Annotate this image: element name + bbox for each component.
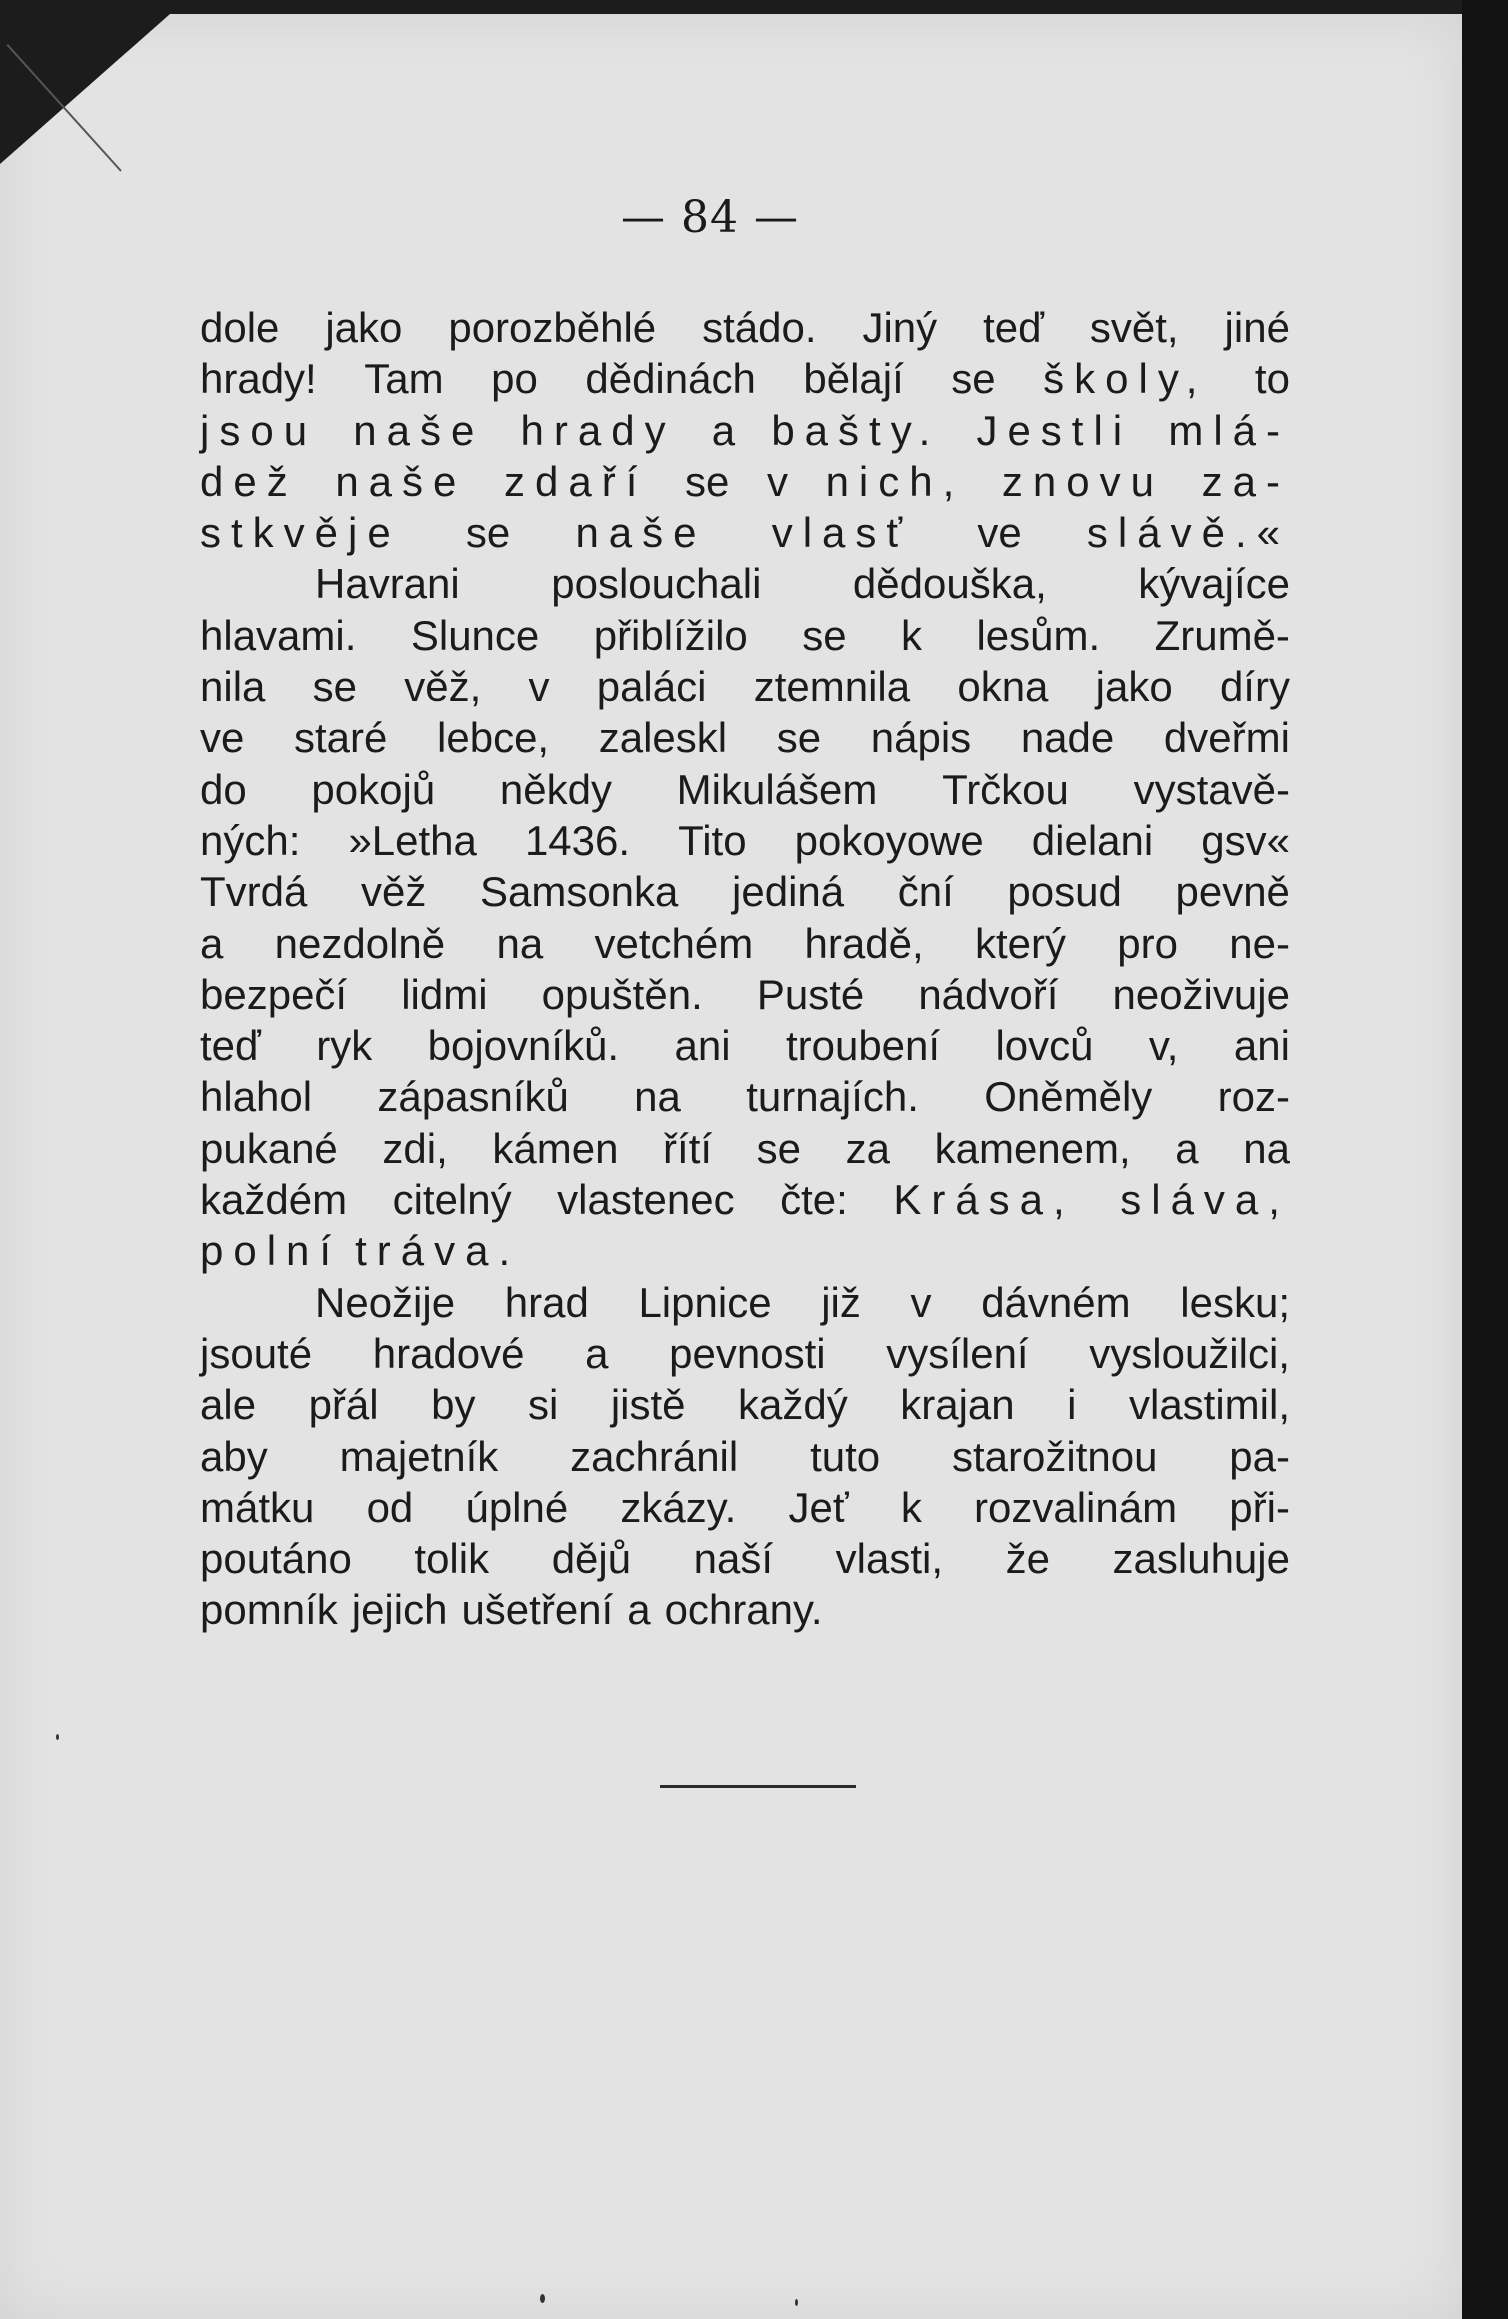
text-word: naše — [335, 457, 467, 505]
text-line — [200, 866, 1290, 917]
text-word: od — [366, 1483, 414, 1531]
text-word: citelný — [392, 1176, 512, 1224]
text-word: naše — [575, 509, 707, 557]
text-word: se — [685, 457, 730, 505]
text-word: který — [974, 919, 1066, 967]
text-word: »Letha — [348, 816, 477, 864]
text-word: Tito — [678, 816, 747, 864]
text-word: přál — [308, 1381, 379, 1429]
text-word: nádvoří — [918, 970, 1059, 1018]
text-word: po — [491, 355, 538, 403]
text-line — [200, 918, 1290, 969]
text-word: Trčkou — [942, 765, 1069, 813]
text-word: řítí — [663, 1124, 713, 1172]
text-word: naše — [353, 406, 485, 454]
text-word: jako — [325, 304, 403, 351]
text-word: mátku — [200, 1483, 315, 1531]
text-word: gsv« — [1201, 816, 1290, 864]
text-word: ve — [200, 714, 245, 762]
text-word: úplné — [465, 1483, 569, 1531]
text-word: se — [465, 509, 511, 557]
text-word: by — [431, 1381, 476, 1429]
text-word: školy, — [1043, 355, 1208, 403]
text-word: to — [1254, 355, 1290, 403]
text-word: neoživuje — [1112, 970, 1290, 1018]
text-word: i — [1067, 1381, 1077, 1429]
text-word: poslouchali — [551, 560, 762, 608]
text-word: věž, — [404, 663, 482, 711]
text-word: opuštěn. — [541, 970, 703, 1018]
text-word: za- — [1201, 457, 1290, 505]
page-edge-shadow — [1462, 0, 1508, 2319]
text-word: pevně — [1175, 868, 1290, 916]
text-word: na — [634, 1073, 681, 1121]
text-word: lesům. — [976, 611, 1101, 659]
book-page — [0, 14, 1462, 2319]
text-word: dež — [200, 457, 298, 505]
text-word: lesku; — [1180, 1278, 1290, 1326]
text-word: ani — [1233, 1022, 1290, 1070]
text-word: jejich — [351, 1586, 448, 1634]
text-word: lidmi — [401, 970, 488, 1018]
text-word: ve — [977, 509, 1022, 557]
text-line — [200, 1379, 1290, 1430]
text-line — [200, 969, 1290, 1020]
text-word: v, — [1148, 1022, 1179, 1070]
text-word: v — [910, 1278, 932, 1326]
text-line — [200, 661, 1290, 712]
text-word: v — [766, 457, 788, 505]
text-word: hrad — [504, 1278, 589, 1326]
text-word: každém — [200, 1176, 348, 1224]
text-word: nezdolně — [274, 919, 446, 967]
text-word: tolik — [414, 1535, 490, 1583]
text-word: na — [1243, 1124, 1290, 1172]
text-word: díry — [1219, 663, 1290, 711]
text-word: ale — [200, 1381, 257, 1429]
text-line — [200, 302, 1290, 353]
text-word: k — [901, 611, 922, 659]
text-word: ochrany. — [664, 1586, 823, 1634]
text-word: ne- — [1229, 919, 1290, 967]
text-word: stádo. — [702, 304, 817, 351]
text-word: Jeť — [788, 1483, 849, 1531]
text-word: pa- — [1229, 1432, 1290, 1480]
text-word: přiblížilo — [593, 611, 748, 659]
text-word: vlastenec — [557, 1176, 735, 1224]
text-line — [200, 558, 1290, 609]
text-word: ztemnila — [753, 663, 911, 711]
text-word: a — [585, 1329, 609, 1377]
text-line — [200, 1482, 1290, 1533]
text-word: turnajích. — [746, 1073, 919, 1121]
text-word: zaleskl — [598, 714, 728, 762]
text-word: pokojů — [311, 765, 436, 813]
text-word: dějů — [551, 1535, 632, 1583]
text-word: pomník — [200, 1586, 338, 1634]
text-line — [200, 1174, 1290, 1225]
text-word: při- — [1229, 1483, 1290, 1531]
text-word: mlá- — [1168, 406, 1290, 454]
text-word: nila — [200, 663, 266, 711]
text-word: již — [821, 1278, 861, 1326]
text-word: Mikulášem — [676, 765, 878, 813]
text-word: na — [496, 919, 544, 967]
text-word: Zrumě- — [1154, 611, 1290, 659]
text-word: ani — [674, 1022, 731, 1070]
text-line — [200, 1225, 1290, 1276]
text-word: bojovníků. — [427, 1022, 620, 1070]
text-word: teď — [200, 1022, 261, 1070]
text-word: pro — [1117, 919, 1178, 967]
text-word: Jiný — [862, 304, 938, 351]
text-word: dědinách — [585, 355, 756, 403]
text-line — [200, 1584, 1290, 1635]
text-word: se — [756, 1124, 802, 1172]
end-rule-divider — [660, 1785, 856, 1788]
text-word: 1436. — [524, 816, 631, 864]
text-word: okna — [957, 663, 1049, 711]
text-word: hrady — [520, 406, 676, 454]
text-word: vystavě- — [1133, 765, 1290, 813]
text-word: starožitnou — [951, 1432, 1158, 1480]
folded-corner — [0, 14, 170, 164]
text-word: ušetření — [461, 1586, 614, 1634]
text-word: zachránil — [570, 1432, 739, 1480]
text-word: tráva. — [355, 1227, 521, 1275]
print-speck — [795, 2299, 798, 2306]
text-word: vlasti, — [835, 1535, 943, 1583]
text-word: Pusté — [756, 970, 865, 1018]
print-speck — [56, 1734, 59, 1740]
text-word: znovu — [1001, 457, 1164, 505]
text-word: nich, — [825, 457, 965, 505]
text-line — [200, 1071, 1290, 1122]
text-word: hlahol — [200, 1073, 313, 1121]
text-word: pukané — [200, 1124, 338, 1172]
text-word: zdi, — [382, 1124, 448, 1172]
text-word: si — [527, 1381, 559, 1429]
text-word: Krása, — [893, 1176, 1075, 1224]
text-word: hradě, — [804, 919, 924, 967]
text-line — [200, 764, 1290, 815]
text-word: kamenem, — [934, 1124, 1131, 1172]
text-word: krajan — [900, 1381, 1015, 1429]
text-word: vlastimil, — [1128, 1381, 1290, 1429]
text-word: a — [1175, 1124, 1199, 1172]
text-line — [200, 405, 1290, 456]
text-word: ných: — [200, 816, 301, 864]
text-word: vlasť — [771, 509, 913, 557]
text-word: ční — [897, 868, 954, 916]
text-word: se — [776, 714, 822, 762]
text-word: staré — [294, 714, 388, 762]
text-word: poutáno — [200, 1535, 352, 1583]
text-word: Slunce — [410, 611, 540, 659]
text-word: zkázy. — [620, 1483, 737, 1531]
text-word: Tvrdá — [200, 868, 308, 916]
text-word: se — [312, 663, 357, 711]
text-line — [200, 353, 1290, 404]
text-word: porozběhlé — [448, 304, 657, 351]
text-line — [200, 815, 1290, 866]
text-word: rozvalinám — [974, 1483, 1178, 1531]
text-word: dielani — [1031, 816, 1154, 864]
text-word: do — [200, 765, 247, 813]
text-word: věž — [360, 868, 427, 916]
text-word: každý — [738, 1381, 848, 1429]
text-word: nade — [1020, 714, 1115, 762]
text-word: lovců — [995, 1022, 1094, 1070]
text-word: jiné — [1224, 304, 1290, 351]
text-word: nápis — [870, 714, 972, 762]
text-line — [200, 1431, 1290, 1482]
body-text — [200, 302, 1290, 1636]
text-word: zápasníků — [377, 1073, 569, 1121]
text-word: majetník — [339, 1432, 499, 1480]
text-word: někdy — [499, 765, 612, 813]
text-word: jsou — [200, 406, 318, 454]
text-word: kývajíce — [1138, 560, 1290, 608]
text-word: slávě.« — [1086, 509, 1290, 557]
text-word: a — [711, 406, 736, 454]
text-word: bašty. — [771, 406, 941, 454]
text-word: tuto — [810, 1432, 881, 1480]
text-word: hrady! — [200, 355, 317, 403]
text-word: zdaří — [504, 457, 648, 505]
text-word: jsouté — [200, 1329, 313, 1377]
text-word: hlavami. — [200, 611, 357, 659]
text-line — [200, 1123, 1290, 1174]
text-line — [200, 1328, 1290, 1379]
text-word: jako — [1095, 663, 1173, 711]
text-word: paláci — [596, 663, 707, 711]
text-word: roz- — [1217, 1073, 1290, 1121]
text-word: teď — [983, 304, 1044, 351]
text-word: aby — [200, 1432, 268, 1480]
text-word: Neožije — [315, 1278, 456, 1326]
text-word: svět, — [1089, 304, 1179, 351]
text-word: naší — [693, 1535, 774, 1583]
text-word: bezpečí — [200, 970, 348, 1018]
text-word: ryk — [316, 1022, 373, 1070]
text-word: za — [845, 1124, 890, 1172]
text-word: že — [1005, 1535, 1050, 1583]
text-word: dávném — [981, 1278, 1131, 1326]
text-word: Samsonka — [479, 868, 679, 916]
text-line — [200, 1277, 1290, 1328]
text-word: dědouška, — [852, 560, 1047, 608]
text-word: zasluhuje — [1112, 1535, 1290, 1583]
text-word: a — [627, 1586, 651, 1634]
text-line — [200, 610, 1290, 661]
text-word: k — [900, 1483, 922, 1531]
page-number: — 84 — — [621, 192, 799, 243]
text-word: pevnosti — [669, 1329, 826, 1377]
text-word: a — [200, 919, 224, 967]
text-word: troubení — [785, 1022, 941, 1070]
text-word: polní — [200, 1227, 342, 1275]
text-word: Oněměly — [984, 1073, 1153, 1121]
text-word: Jestli — [976, 406, 1133, 454]
text-line — [200, 712, 1290, 763]
text-word: hradové — [372, 1329, 525, 1377]
text-line — [200, 1533, 1290, 1584]
text-word: Tam — [364, 355, 444, 403]
text-word: stkvěje — [200, 509, 401, 557]
text-line — [200, 456, 1290, 507]
text-word: vysloužilci, — [1089, 1329, 1290, 1377]
text-word: se — [951, 355, 996, 403]
text-word: Lipnice — [638, 1278, 772, 1326]
text-word: dveřmi — [1163, 714, 1290, 762]
text-word: jediná — [732, 868, 845, 916]
text-word: sláva, — [1120, 1176, 1290, 1224]
text-line — [200, 1020, 1290, 1071]
text-word: lebce, — [437, 714, 550, 762]
text-word: kámen — [492, 1124, 619, 1172]
text-word: v — [528, 663, 550, 711]
text-word: čte: — [780, 1176, 848, 1224]
text-line — [200, 507, 1290, 558]
text-word: dole — [200, 304, 280, 351]
text-word: se — [802, 611, 847, 659]
print-speck — [540, 2294, 545, 2303]
text-word: vetchém — [594, 919, 754, 967]
text-word: jistě — [610, 1381, 686, 1429]
text-word: Havrani — [315, 560, 460, 608]
text-word: vysílení — [886, 1329, 1029, 1377]
text-word: pokoyowe — [794, 816, 984, 864]
text-word: posud — [1007, 868, 1122, 916]
text-word: bělají — [803, 355, 904, 403]
